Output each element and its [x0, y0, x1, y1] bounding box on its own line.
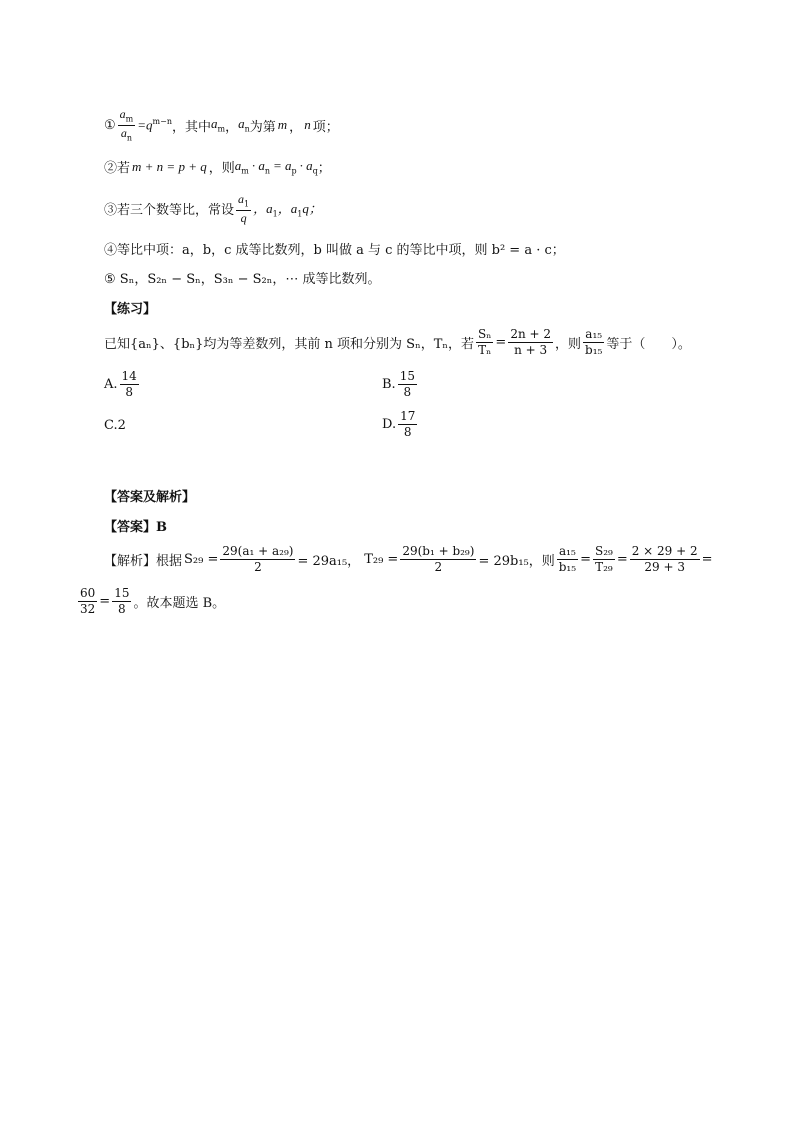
given-ratio-left: $\frac{\text{Sₙ}}{\text{Tₙ}}$ [478, 327, 492, 357]
option-d[interactable]: D. $\frac{17}{8}$ [382, 409, 416, 439]
property-4: ④等比中项：a，b，c 成等比数列，b 叫做 a 与 c 的等比中项，则 b² = a · c； [104, 243, 565, 258]
ratio-fraction: $\frac{a_m}{a_n}$ [119, 107, 134, 143]
property-5: ⑤ Sₙ，S₂ₙ − Sₙ，S₃ₙ − S₂ₙ，⋯ 成等比数列。 [104, 272, 381, 287]
answer-heading: 【答案及解析】 [104, 490, 196, 505]
practice-heading: 【练习】 [104, 302, 157, 317]
analysis-line-2: $\frac{60}{32}$ = $\frac{15}{8}$ 。故本题选 B。 [80, 586, 226, 616]
property-1: ① $\frac{a_m}{a_n}$ $=q^{m-n}$ ，其中 $a_m$ ， $a_n$ 为第 m ， n 项； [104, 107, 339, 143]
answer-line: 【答案】B [104, 520, 167, 535]
option-c[interactable]: C.2 [104, 418, 126, 433]
given-ratio-right: $\frac{2n + 2}{n + 3}$ [510, 327, 552, 357]
property-3: ③若三个数等比，常设 $\frac{a_1}{q}$ ，$a_1$ ，$a_1q$； [104, 192, 322, 225]
ratio-eq: $=q^{m-n}$ [137, 117, 172, 133]
analysis-line-1: 【解析】根据 S₂₉ = $\frac{\text{29(a₁ + a₂₉)}}{2}$ = 29a₁₅， T₂₉ = $\frac{\text{29(b₁ + b₂₉)}}{2}$ = 29b₁₅，则 $\frac{\text{a₁₅}}{\text{b₁₅}}$ = $\frac{\text{S₂₉}}{\text{T₂₉}}$ = $\frac{2 \times 29 + 2}{29 + 3}$ = [104, 544, 713, 574]
marker-1: ① [104, 117, 116, 133]
asked-ratio: $\frac{\text{a₁₅}}{\text{b₁₅}}$ [585, 327, 603, 357]
property-2: ②若 m + n = p + q ，则 $a_m$ · $a_n$ = $a_p$ · $a_q$ ； [104, 157, 331, 176]
practice-question: 已知{aₙ}、{bₙ}均为等差数列，其前 n 项和分别为 Sₙ，Tₙ，若 $\frac{\text{Sₙ}}{\text{Tₙ}}$ = $\frac{2n + 2}{n + 3}$ ，则 $\frac{\text{a₁₅}}{\text{b₁₅}}$ 等于（ ）。 [104, 327, 691, 357]
p3-fraction: $\frac{a_1}{q}$ [238, 192, 250, 225]
option-a[interactable]: A. $\frac{14}{8}$ [104, 369, 137, 399]
option-b[interactable]: B. $\frac{15}{8}$ [382, 369, 415, 399]
